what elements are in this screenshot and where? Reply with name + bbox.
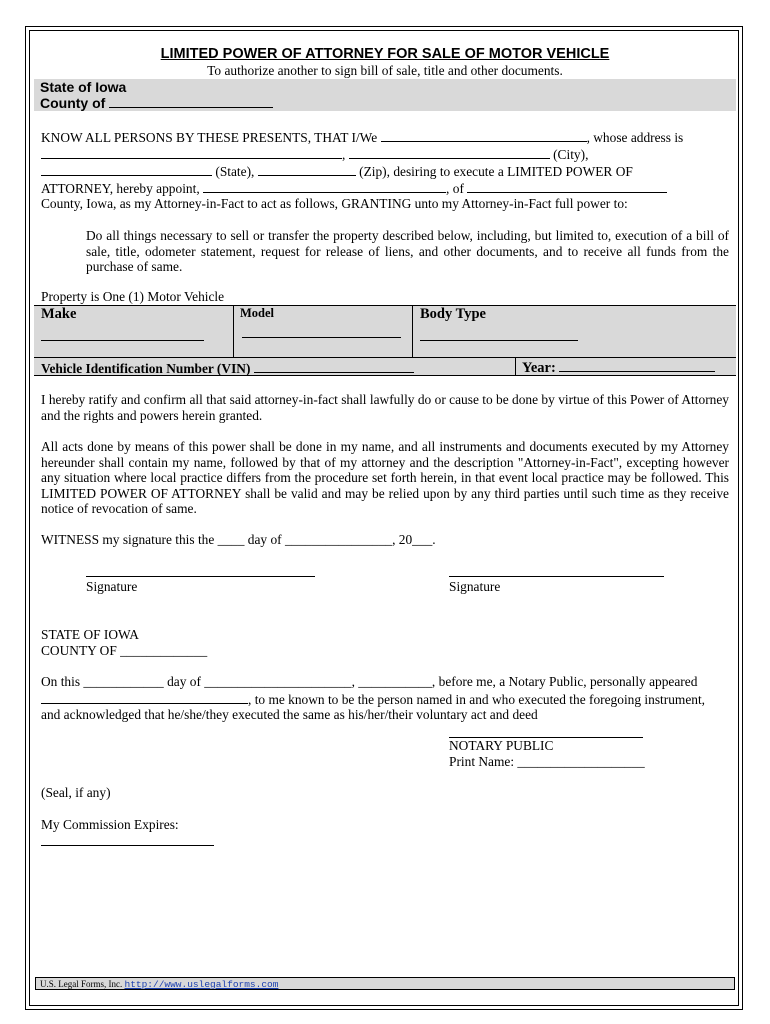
intro-line-5: County, Iowa, as my Attorney-in-Fact to act as follows, GRANTING unto my Attorney-in-Fact full power to: bbox=[41, 196, 628, 211]
state-label: State of Iowa bbox=[40, 79, 127, 95]
body-type-blank[interactable] bbox=[420, 328, 578, 341]
intro-prefix: KNOW ALL PERSONS BY THESE PRESENTS, THAT I/We bbox=[41, 130, 378, 145]
footer-company: U.S. Legal Forms, Inc. bbox=[40, 979, 123, 989]
acts-paragraph: All acts done by means of this power shall be done in my name, and all instruments and documents executed by my Attorney hereunder shall contain my name, followed by that of my attorney and the description "Attorney-in-Fact", excepting however any situation where local practice differs from the procedure set forth herein, in that event local practice may be followed. This LIMITED POWER OF ATTORNEY shall be valid and may be relied upon by any third parties until such time as they receive notice of revocation of same. bbox=[41, 439, 729, 516]
appoint-label: ATTORNEY, hereby appoint, bbox=[41, 181, 200, 196]
venue-box bbox=[34, 79, 736, 111]
notary-print-name: Print Name: ___________________ bbox=[449, 754, 645, 769]
document-subtitle: To authorize another to sign bill of sale, title and other documents. bbox=[207, 63, 563, 78]
city-label: (City), bbox=[553, 147, 589, 162]
signature-label-right: Signature bbox=[449, 579, 501, 594]
vehicle-top-rule bbox=[34, 305, 736, 306]
address-blank[interactable] bbox=[41, 146, 342, 159]
intro-line-1 bbox=[41, 129, 683, 146]
seal-label: (Seal, if any) bbox=[41, 785, 111, 800]
vin-blank[interactable] bbox=[254, 360, 414, 373]
notary-line-1: On this ____________ day of ______________________, ___________, before me, a Notary Public, personally appeared bbox=[41, 674, 698, 689]
address-comma: , bbox=[342, 147, 346, 162]
zip-label: (Zip), desiring to execute a LIMITED POWER OF bbox=[359, 164, 633, 179]
county-line bbox=[34, 95, 736, 111]
attorney-name-blank[interactable] bbox=[203, 180, 446, 193]
model-label: Model bbox=[240, 306, 275, 320]
vin-line bbox=[41, 360, 414, 377]
vin-year-divider bbox=[515, 358, 516, 375]
signature-line-left[interactable] bbox=[86, 576, 315, 577]
body-type-label: Body Type bbox=[420, 306, 486, 322]
county-blank[interactable] bbox=[109, 95, 273, 108]
model-blank[interactable] bbox=[242, 325, 401, 338]
state-field-label: (State), bbox=[215, 164, 255, 179]
signature-label-left: Signature bbox=[86, 579, 138, 594]
intro-address-label: , whose address is bbox=[586, 130, 684, 145]
zip-blank[interactable] bbox=[258, 163, 356, 176]
make-blank[interactable] bbox=[41, 328, 204, 341]
grant-paragraph: Do all things necessary to sell or transfer the property described below, including, but limited to, execution of a bill of sale, title, odometer statement, request for release of liens, and other documents, and to receive all funds from the purchase of same. bbox=[86, 228, 729, 274]
city-blank[interactable] bbox=[349, 146, 550, 159]
commission-label: My Commission Expires: bbox=[41, 817, 179, 832]
grantor-name-blank[interactable] bbox=[381, 129, 587, 142]
signature-line-right[interactable] bbox=[449, 576, 664, 577]
make-model-divider bbox=[233, 305, 234, 357]
year-label: Year: bbox=[522, 360, 556, 376]
notary-public-label: NOTARY PUBLIC bbox=[449, 738, 554, 753]
make-label: Make bbox=[41, 306, 77, 322]
commission-blank[interactable] bbox=[41, 845, 214, 846]
notary-county: COUNTY OF _____________ bbox=[41, 643, 208, 658]
notary-state: STATE OF IOWA bbox=[41, 627, 139, 642]
attorney-county-blank[interactable] bbox=[467, 180, 667, 193]
document-title: LIMITED POWER OF ATTORNEY FOR SALE OF MOTOR VEHICLE bbox=[160, 46, 610, 62]
intro-line-4 bbox=[41, 180, 667, 197]
model-body-divider bbox=[412, 305, 413, 357]
witness-line: WITNESS my signature this the ____ day of ________________, 20___. bbox=[41, 532, 436, 547]
intro-line-3 bbox=[41, 163, 633, 180]
notary-line-2 bbox=[41, 691, 705, 708]
year-blank[interactable] bbox=[559, 359, 715, 372]
state-blank[interactable] bbox=[41, 163, 212, 176]
notary-line-3: and acknowledged that he/she/they executed the same as his/her/their voluntary act and deed bbox=[41, 707, 538, 722]
property-label: Property is One (1) Motor Vehicle bbox=[41, 289, 225, 304]
footer-bar bbox=[35, 977, 735, 990]
intro-line-2 bbox=[41, 146, 588, 163]
of-label: , of bbox=[446, 181, 464, 196]
appeared-name-blank[interactable] bbox=[41, 691, 248, 704]
ratify-paragraph: I hereby ratify and confirm all that said attorney-in-fact shall lawfully do or cause to be done by virtue of this Power of Attorney and the rights and powers herein granted. bbox=[41, 392, 729, 423]
county-label: County of bbox=[40, 95, 106, 111]
footer-link[interactable]: http://www.uslegalforms.com bbox=[124, 979, 279, 990]
year-line bbox=[522, 359, 715, 377]
notary-known-text: , to me known to be the person named in and who executed the foregoing instrument, bbox=[248, 692, 706, 707]
vin-label: Vehicle Identification Number (VIN) bbox=[41, 361, 251, 376]
